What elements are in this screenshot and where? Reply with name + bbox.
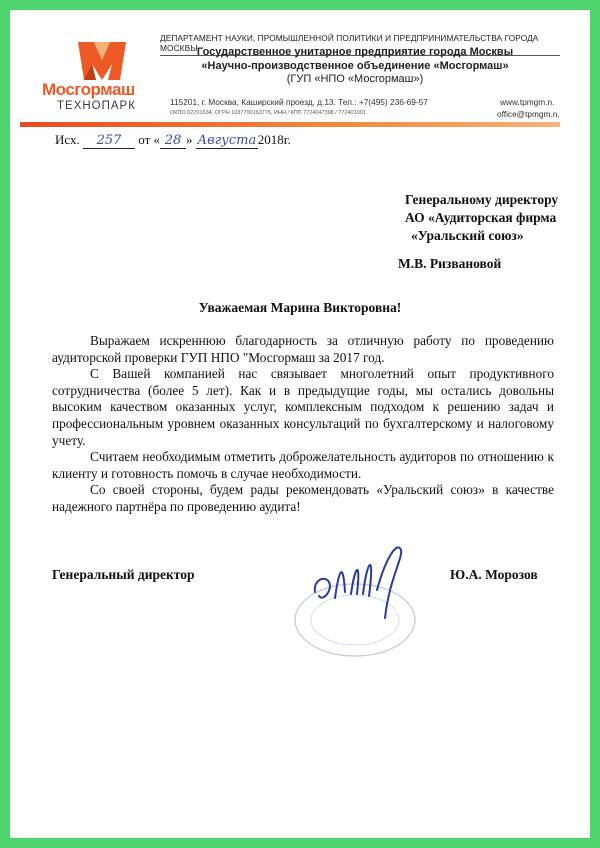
outgoing-number: 257 — [83, 133, 135, 149]
org-website: www.tpmgm.n. — [500, 97, 555, 107]
outgoing-year: 2018г. — [257, 132, 291, 147]
org-line-3: (ГУП «НПО «Мосгормаш») — [286, 73, 424, 85]
org-address: 115201, г. Москва, Каширский проезд, д.13. Тел.: +7(495) 236-69-57 — [170, 97, 428, 107]
body-paragraph-4: Со своей стороны, будем рады рекомендовать «Уральский союз» в качестве надежного партнёра по проведению аудита! — [52, 482, 554, 514]
org-email: office@tpmgm.n. — [497, 109, 560, 119]
outgoing-prefix: Исх. — [55, 132, 80, 147]
recipient-block — [405, 191, 558, 245]
letter-body — [52, 333, 554, 516]
department-line: ДЕПАРТАМЕНТ НАУКИ, ПРОМЫШЛЕННОЙ ПОЛИТИКИ И ПРЕДПРИНИМАТЕЛЬСТВА ГОРОДА МОСКВЫ — [160, 33, 560, 56]
recipient-name: М.В. Ризвановой — [398, 256, 502, 271]
body-paragraph-3: Считаем необходимым отметить доброжелательность аудиторов по отношению к клиенту и готовность помочь в случае необходимости. — [52, 449, 554, 481]
logo-name: Мосгормаш — [42, 80, 135, 99]
org-line-1: Государственное унитарное предприятие города Москвы — [196, 46, 514, 58]
logo-subtitle: ТЕХНОПАРК — [57, 100, 136, 112]
recipient-line-1: Генеральному директору — [405, 192, 559, 207]
outgoing-from: от « — [138, 132, 161, 147]
outgoing-number-line — [55, 132, 291, 149]
letterhead-divider — [20, 122, 560, 127]
signatory-title: Генеральный директор — [52, 567, 195, 582]
signatory-name: Ю.А. Морозов — [450, 567, 538, 582]
organization-name — [160, 46, 550, 87]
greeting: Уважаемая Марина Викторовна! — [198, 300, 402, 315]
outgoing-mid: » — [186, 132, 193, 147]
recipient-line-3: «Уральский союз» — [411, 228, 524, 243]
signature-icon — [305, 530, 425, 620]
body-paragraph-2: С Вашей компанией нас связывает многолетний опыт продуктивного сотрудничества (более 5 лет). Как и в предыдущие годы, мы остались довольны высоким качеством оказанных услуг, комплексным подходом к решению задач и профессиональным уровнем оказанных консультаций по бухгалтерскому и налоговому учету. — [52, 366, 554, 448]
outgoing-month: Августа — [197, 133, 257, 148]
recipient-line-2: АО «Аудиторская фирма — [405, 210, 557, 225]
outgoing-day: 28 — [160, 133, 186, 149]
org-line-2: «Научно-производственное объединение «Мосгормаш» — [201, 59, 509, 72]
body-paragraph-1: Выражаем искреннюю благодарность за отличную работу по проведению аудиторской проверки ГУП НПО "Мосгормаш за 2017 год. — [52, 333, 554, 365]
letter-page — [10, 10, 590, 838]
org-registration-codes: ОКПО 02701634, ОГРН 1037700163775, ИНН / КПП 7724047398 / 772401001 — [170, 110, 366, 116]
